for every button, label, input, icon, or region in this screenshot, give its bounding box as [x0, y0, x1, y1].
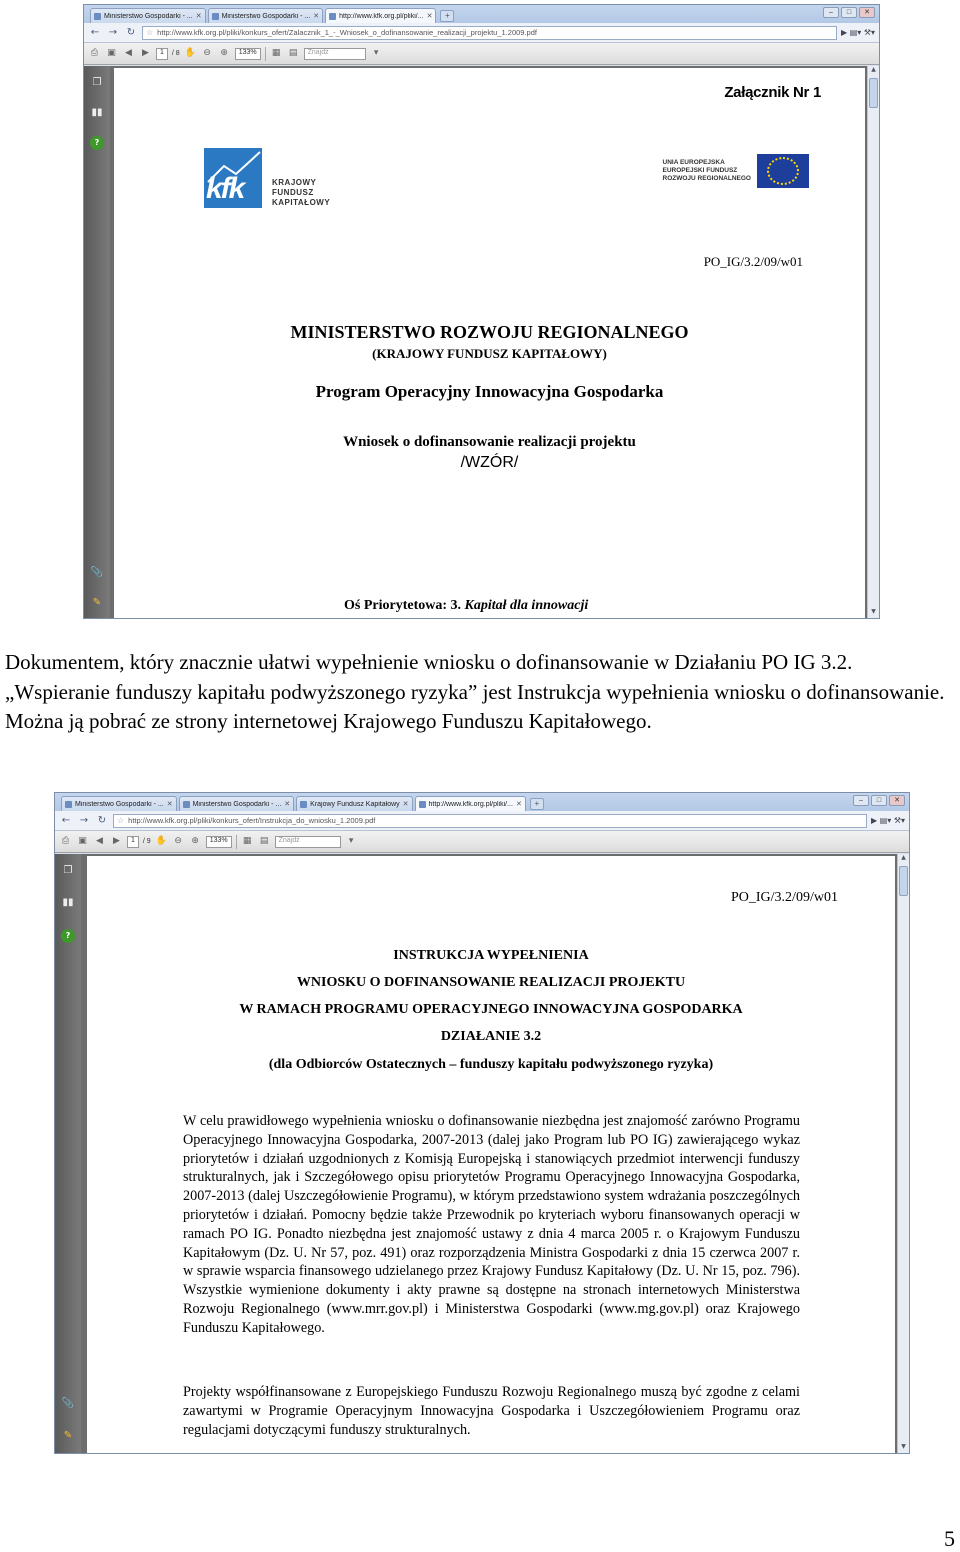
help-icon[interactable]: ? — [90, 136, 104, 150]
new-tab-button[interactable]: + — [530, 798, 544, 810]
scroll-up-icon[interactable]: ▲ — [901, 854, 906, 861]
url-text: http://www.kfk.org.pl/pliki/konkurs_ofert/Instrukcja_do_wniosku_1.2009.pdf — [128, 816, 376, 825]
kfk-logo-line: KRAJOWY — [272, 178, 317, 187]
instruction-heading-line: WNIOSKU O DOFINANSOWANIE REALIZACJI PROJEKTU — [296, 975, 686, 990]
print-icon[interactable]: ⎙ — [90, 48, 99, 58]
browser-tab[interactable] — [296, 796, 412, 811]
address-bar[interactable] — [113, 814, 867, 828]
comments-icon[interactable]: ✎ — [63, 1430, 73, 1441]
tab-label: Krajowy Fundusz Kapitałowy — [310, 800, 400, 808]
eu-flag-icon — [757, 154, 809, 188]
tab-bar — [84, 5, 879, 23]
eu-logo — [663, 154, 809, 188]
caption-paragraph: Dokumentem, który znacznie ułatwi wypełnienie wniosku o dofinansowanie w Działaniu PO IG 3.2. „Wspieranie funduszy kapitału podwyższonego ryzyka” jest Instrukcja wypełnienia wniosku o dofinansowanie. Można ją pobrać ze strony internetowej Krajowego Funduszu Kapitałowego. — [5, 650, 945, 733]
comments-icon[interactable]: ✎ — [92, 597, 102, 608]
find-dropdown-icon[interactable]: ▾ — [348, 836, 354, 846]
priority-label: Oś Priorytetowa: 3. — [344, 598, 462, 613]
close-tab-icon[interactable]: ✕ — [195, 13, 202, 20]
page-total: / 8 — [171, 50, 180, 57]
new-tab-button[interactable]: + — [440, 10, 454, 22]
navigation-panel — [55, 854, 81, 1453]
page-number-input[interactable]: 1 — [127, 836, 139, 848]
close-window-button[interactable]: ✕ — [859, 7, 875, 18]
kfk-logo-line: KAPITAŁOWY — [272, 198, 331, 207]
close-tab-icon[interactable]: ✕ — [284, 801, 291, 808]
program-title: Program Operacyjny Innowacyjna Gospodarka — [315, 382, 664, 401]
scroll-up-icon[interactable]: ▲ — [871, 66, 876, 73]
page-number: 5 — [944, 1526, 955, 1551]
zoom-in-icon[interactable]: ⊕ — [191, 836, 199, 846]
tab-label: Ministerstwo Gospodarki - ... — [75, 800, 164, 808]
vertical-scrollbar[interactable] — [897, 854, 909, 1453]
hand-tool-icon[interactable]: ✋ — [184, 48, 196, 58]
fit-width-icon[interactable]: ▤ — [288, 48, 298, 58]
kfk-logo-mark — [204, 148, 262, 208]
browser-tab[interactable] — [61, 796, 177, 811]
pdf-viewer — [55, 854, 909, 1453]
close-tab-icon[interactable]: ✕ — [426, 13, 433, 20]
close-tab-icon[interactable]: ✕ — [402, 801, 409, 808]
pdf-viewer — [84, 66, 879, 618]
favicon-icon — [65, 801, 72, 808]
eu-stars — [767, 157, 799, 185]
browser-tab-active[interactable] — [415, 796, 526, 811]
annex-label: Załącznik Nr 1 — [724, 84, 821, 101]
scroll-thumb[interactable] — [899, 866, 908, 896]
divider — [236, 835, 237, 849]
favicon-icon — [94, 13, 101, 20]
favicon-icon — [419, 801, 426, 808]
next-page-icon[interactable]: ▶ — [113, 836, 120, 846]
browser-screenshot-2 — [54, 792, 910, 1454]
eu-logo-line: EUROPEJSKI FUNDUSZ — [662, 167, 738, 174]
fit-page-icon[interactable]: ▦ — [242, 836, 252, 846]
close-tab-icon[interactable]: ✕ — [515, 801, 522, 808]
help-icon[interactable]: ? — [61, 929, 75, 943]
close-tab-icon[interactable]: ✕ — [313, 13, 320, 20]
minimize-button[interactable]: – — [823, 7, 839, 18]
page-menu-icon[interactable]: ▶ ▤▾ ⚒▾ — [871, 816, 905, 825]
instruction-heading-line: (dla Odbiorców Ostatecznych – funduszy kapitału podwyższonego ryzyka) — [268, 1057, 714, 1072]
page-total: / 9 — [142, 838, 151, 845]
find-dropdown-icon[interactable]: ▾ — [373, 48, 379, 58]
eu-logo-line: ROZWOJU REGIONALNEGO — [662, 175, 751, 182]
save-icon[interactable]: ▣ — [78, 836, 87, 846]
page-menu-icon[interactable]: ▶ ▤▾ ⚒▾ — [841, 28, 875, 37]
navigation-bar — [84, 23, 879, 43]
forward-arrow-icon[interactable]: → — [79, 815, 89, 826]
zoom-out-icon[interactable]: ⊖ — [174, 836, 182, 846]
favicon-icon — [212, 13, 219, 20]
pdf-page — [114, 68, 865, 618]
priority-name: Kapitał dla innowacji — [464, 598, 589, 613]
minimize-button[interactable]: – — [853, 795, 869, 806]
tab-label: http://www.kfk.org.pl/pliki/... — [339, 12, 424, 20]
instruction-paragraph: W celu prawidłowego wypełnienia wniosku o dofinansowanie niezbędna jest znajomość zarówno Programu Operacyjnego Innowacyjna Gospodarka, 2007-2013 (dalej jako Program lub PO IG) zawierającego wykaz priorytetów i działań uzgodnionych z Komisją Europejską i stanowiących przedmiot interwencji funduszy strukturalnych, jak i Szczegółowego opisu priorytetów Programu Operacyjnego Innowacyjna Gospodarka, 2007-2013 (dalej Uszczegółowienie Programu), w którym przedstawiono system wdrażania poszczególnych priorytetów i działań. Pomocny będzie także Przewodnik po kryteriach wyboru finansowanych operacji w ramach PO IG. Ponadto niezbędna jest znajomość ustawy z dnia 4 marca 2005 r. o Krajowym Funduszu Kapitałowym (Dz. U. Nr 57, poz. 491) oraz rozporządzenia Ministra Gospodarki z dnia 15 czerwca 2007 r. w sprawie wsparcia finansowego udzielanego przez Krajowy Fundusz Kapitałowy (Dz. U. Nr 15, poz. 796). Wszystkie wymienione dokumenty i akty prawne są dostępne na stronach internetowych Ministerstwa Rozwoju Regionalnego (www.mrr.gov.pl) i Ministerstwa Gospodarki (www.mg.gov.pl) oraz Krajowego Funduszu Kapitałowego. — [183, 1113, 800, 1336]
star-icon[interactable]: ☆ — [117, 816, 125, 825]
tab-label: Ministerstwo Gospodarki - ... — [221, 12, 311, 20]
kfk-logo-letters: kfk — [206, 172, 244, 205]
kfk-logo-text — [272, 178, 330, 208]
zoom-select[interactable]: 133% — [235, 48, 261, 60]
ministry-title: MINISTERSTWO ROZWOJU REGIONALNEGO — [290, 322, 689, 342]
back-arrow-icon[interactable]: ← — [90, 27, 100, 38]
scroll-down-icon[interactable]: ▼ — [871, 608, 876, 615]
favicon-icon — [183, 801, 190, 808]
browser-tab-active[interactable] — [325, 8, 436, 23]
pdf-page — [87, 856, 895, 1453]
tab-label: Ministerstwo Gospodarki - ... — [192, 800, 282, 808]
next-page-icon[interactable]: ▶ — [142, 48, 149, 58]
find-input[interactable]: Znajdź — [275, 836, 341, 848]
maximize-button[interactable]: □ — [841, 7, 857, 18]
document-code: PO_IG/3.2/09/w01 — [703, 254, 803, 269]
reload-icon[interactable]: ↻ — [126, 27, 136, 38]
address-bar[interactable] — [142, 26, 837, 40]
zoom-select[interactable]: 133% — [206, 836, 232, 848]
browser-tab[interactable] — [208, 8, 324, 23]
previous-page-icon[interactable]: ◀ — [96, 836, 103, 846]
window-controls — [823, 7, 875, 18]
attachment-icon[interactable]: 📎 — [90, 567, 104, 578]
application-title: Wniosek o dofinansowanie realizacji projektu — [343, 434, 636, 450]
url-text: http://www.kfk.org.pl/pliki/konkurs_ofert/Zalacznik_1_-_Wniosek_o_dofinansowanie_realizacji_projektu_1.2009.pdf — [157, 28, 537, 37]
eu-logo-line: UNIA EUROPEJSKA — [662, 159, 725, 166]
bookmarks-icon[interactable]: ▮▮ — [91, 107, 103, 118]
forward-arrow-icon[interactable]: → — [108, 27, 118, 38]
kfk-logo-line: FUNDUSZ — [272, 188, 314, 197]
browser-tab[interactable] — [90, 8, 206, 23]
divider — [265, 47, 266, 61]
maximize-button[interactable]: □ — [871, 795, 887, 806]
star-icon[interactable]: ☆ — [146, 28, 154, 37]
pages-icon[interactable]: ❐ — [92, 77, 102, 88]
instruction-heading-line: INSTRUKCJA WYPEŁNIENIA — [393, 948, 589, 963]
favicon-icon — [329, 13, 336, 20]
back-arrow-icon[interactable]: ← — [61, 815, 71, 826]
tab-label: http://www.kfk.org.pl/pliki/... — [428, 800, 513, 808]
browser-tab[interactable] — [179, 796, 295, 811]
attachment-icon[interactable]: 📎 — [61, 1398, 75, 1409]
zoom-in-icon[interactable]: ⊕ — [220, 48, 228, 58]
pages-icon[interactable]: ❐ — [63, 865, 73, 876]
browser-screenshot-1 — [83, 4, 880, 619]
page-number-input[interactable]: 1 — [156, 48, 168, 60]
close-window-button[interactable]: ✕ — [889, 795, 905, 806]
pdf-toolbar — [55, 831, 909, 853]
vertical-scrollbar[interactable] — [867, 66, 879, 618]
previous-page-icon[interactable]: ◀ — [125, 48, 132, 58]
eu-logo-text — [663, 159, 751, 183]
scroll-thumb[interactable] — [869, 78, 878, 108]
fit-page-icon[interactable]: ▦ — [271, 48, 281, 58]
find-input[interactable]: Znajdź — [304, 48, 366, 60]
template-label: /WZÓR/ — [460, 454, 519, 471]
instruction-heading-line: DZIAŁANIE 3.2 — [440, 1029, 542, 1044]
save-icon[interactable]: ▣ — [107, 48, 116, 58]
window-controls — [853, 795, 905, 806]
navigation-panel — [84, 66, 110, 618]
favicon-icon — [300, 801, 307, 808]
priority-axis — [344, 598, 588, 614]
tab-label: Ministerstwo Gospodarki - ... — [104, 12, 193, 20]
document-code: PO_IG/3.2/09/w01 — [731, 890, 838, 905]
tab-bar — [55, 793, 909, 811]
scroll-down-icon[interactable]: ▼ — [901, 1443, 906, 1450]
instruction-paragraph: Projekty współfinansowane z Europejskiego Funduszu Rozwoju Regionalnego muszą być zgodne z celami zawartymi w Programie Operacyjnym Innowacyjna Gospodarka i Uszczegółowieniem Programu oraz regulacjami dotyczącymi funduszy strukturalnych. — [183, 1384, 800, 1438]
instruction-heading-line: W RAMACH PROGRAMU OPERACYJNEGO INNOWACYJNA GOSPODARKA — [239, 1002, 743, 1017]
pdf-toolbar — [84, 43, 879, 65]
zoom-out-icon[interactable]: ⊖ — [203, 48, 211, 58]
kfk-subtitle: (KRAJOWY FUNDUSZ KAPITAŁOWY) — [372, 346, 607, 361]
reload-icon[interactable]: ↻ — [97, 815, 107, 826]
bookmarks-icon[interactable]: ▮▮ — [62, 897, 74, 908]
hand-tool-icon[interactable]: ✋ — [155, 836, 167, 846]
fit-width-icon[interactable]: ▤ — [259, 836, 269, 846]
navigation-bar — [55, 811, 909, 831]
print-icon[interactable]: ⎙ — [61, 836, 70, 846]
close-tab-icon[interactable]: ✕ — [166, 801, 173, 808]
kfk-logo — [204, 148, 354, 216]
